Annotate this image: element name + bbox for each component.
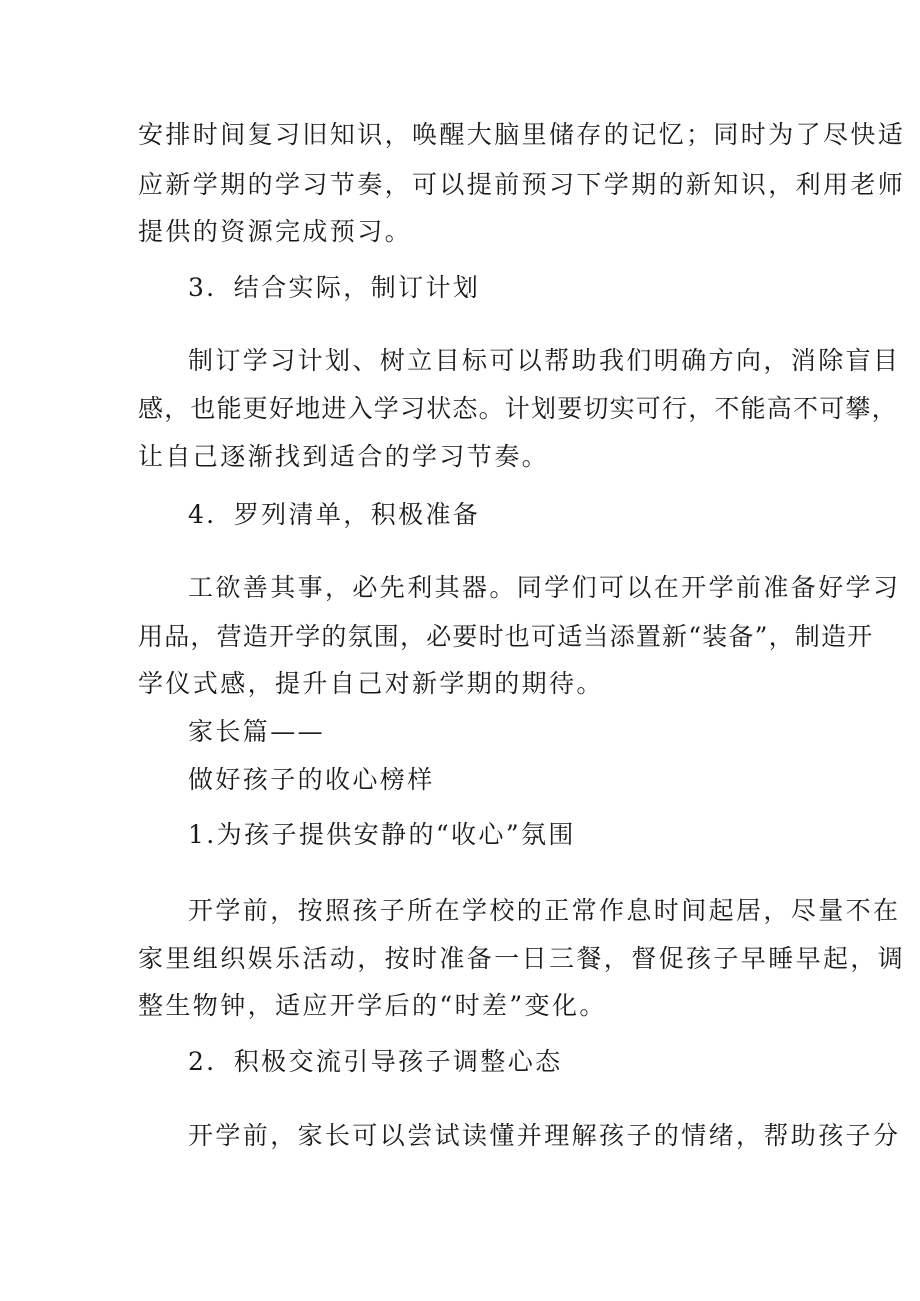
paragraph-line: 工欲善其事，必先利其器。同学们可以在开学前准备好学习 <box>188 573 901 602</box>
section-heading: 3．结合实际，制订计划 <box>188 273 481 302</box>
paragraph-line: 制订学习计划、树立目标可以帮助我们明确方向，消除盲目 <box>188 346 901 375</box>
paragraph-line: 开学前，按照孩子所在学校的正常作息时间起居，尽量不在 <box>188 896 901 925</box>
paragraph-line: 用品，营造开学的氛围，必要时也可适当添置新“装备”，制造开 <box>138 622 874 651</box>
paragraph-line: 家里组织娱乐活动，按时准备一日三餐，督促孩子早睡早起，调 <box>138 944 906 973</box>
paragraph-line: 应新学期的学习节奏，可以提前预习下学期的新知识，利用老师 <box>138 170 906 199</box>
paragraph-line: 安排时间复习旧知识，唤醒大脑里储存的记忆；同时为了尽快适 <box>138 120 906 149</box>
paragraph-line: 学仪式感，提升自己对新学期的期待。 <box>138 669 604 698</box>
paragraph-line: 提供的资源完成预习。 <box>138 217 413 246</box>
paragraph-line: 感，也能更好地进入学习状态。计划要切实可行，不能高不可攀， <box>138 394 898 423</box>
paragraph-line: 让自己逐渐找到适合的学习节奏。 <box>138 442 550 471</box>
paragraph-line: 开学前，家长可以尝试读懂并理解孩子的情绪，帮助孩子分 <box>188 1121 901 1150</box>
section-heading: 1.为孩子提供安静的“收心”氛围 <box>188 820 576 849</box>
section-heading: 2．积极交流引导孩子调整心态 <box>188 1047 563 1076</box>
part-title: 家长篇—— <box>188 717 326 746</box>
part-subtitle: 做好孩子的收心榜样 <box>188 765 435 794</box>
section-heading: 4．罗列清单，积极准备 <box>188 500 481 529</box>
paragraph-line: 整生物钟，适应开学后的“时差”变化。 <box>138 991 607 1020</box>
